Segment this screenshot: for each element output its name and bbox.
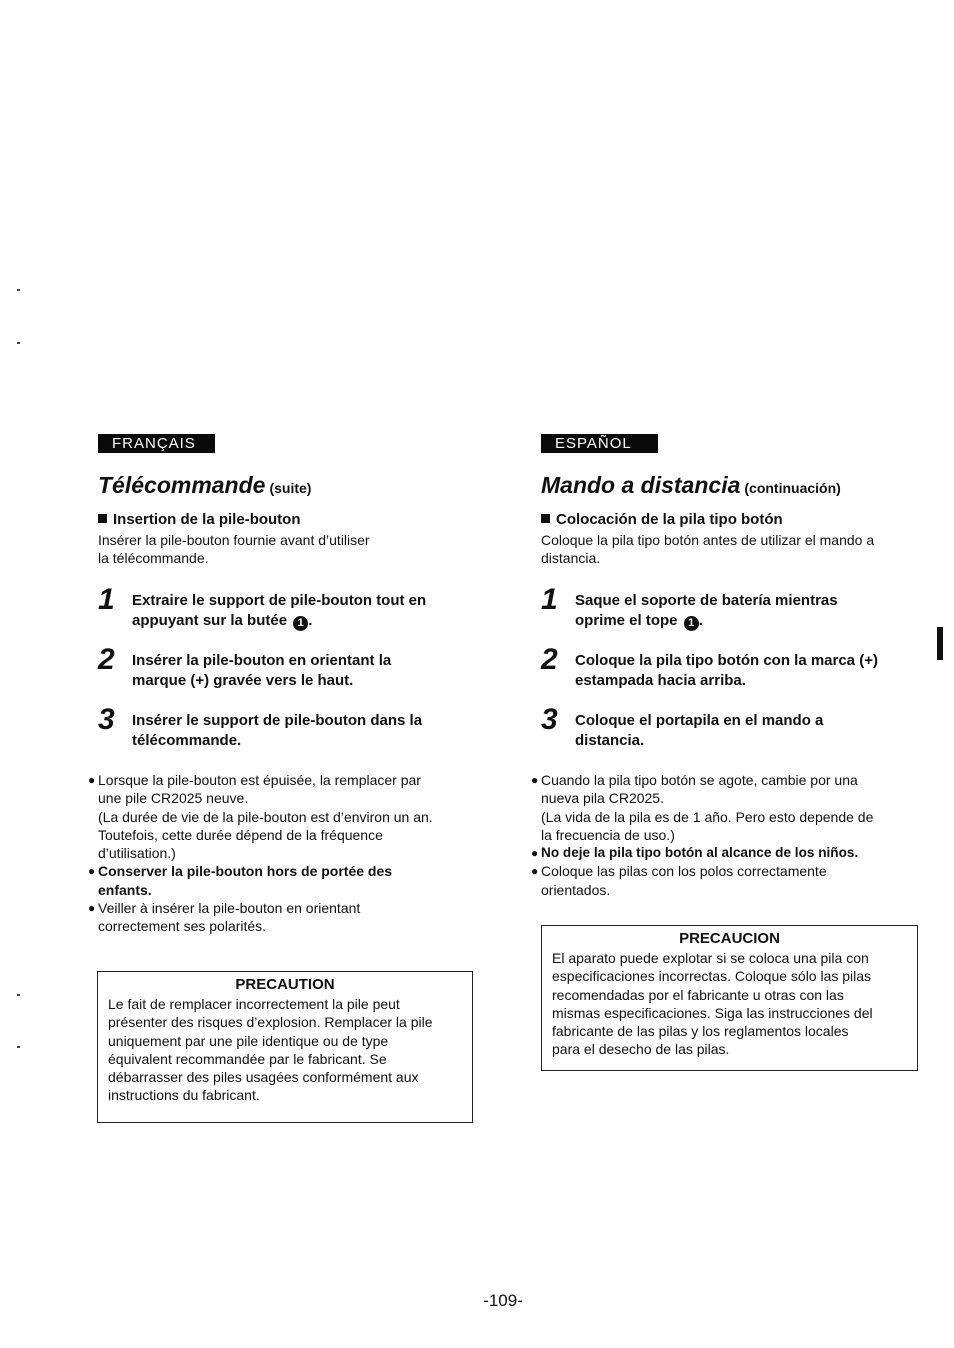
intro-line: la télécommande. bbox=[98, 550, 209, 566]
intro-text bbox=[98, 531, 478, 567]
step-3 bbox=[98, 703, 478, 751]
caution-line: para el desecho de las pilas. bbox=[552, 1041, 730, 1058]
circled-number-icon: 1 bbox=[293, 616, 308, 631]
note-line: Lorsque la pile-bouton est épuisée, la remplacer par bbox=[98, 772, 421, 788]
step-line: Insérer le support de pile-bouton dans la bbox=[132, 712, 423, 729]
title-text: Mando a distancia bbox=[541, 472, 741, 498]
step-line: distancia. bbox=[575, 732, 645, 749]
section-title bbox=[98, 471, 478, 501]
step-line: appuyant sur la butée 1 . bbox=[132, 612, 313, 629]
note-line: enfants. bbox=[98, 881, 152, 898]
step-line-text: appuyant sur la butée bbox=[132, 612, 288, 629]
note-line: Cuando la pila tipo botón se agote, cambie por una bbox=[541, 772, 858, 788]
caution-line: Le fait de remplacer incorrectement la pile peut bbox=[108, 996, 400, 1012]
caution-line: El aparato puede explotar si se coloca una pila con bbox=[552, 950, 869, 966]
subsection-heading-text: Insertion de la pile-bouton bbox=[113, 511, 301, 528]
caution-line: débarrasser des piles usagées conformément aux bbox=[108, 1069, 419, 1086]
title-suffix: (suite) bbox=[269, 480, 312, 496]
caution-line: équivalent recommandée par le fabricant. Se bbox=[108, 1050, 387, 1067]
notes-list bbox=[531, 771, 921, 899]
step-line-text: oprime el tope bbox=[575, 612, 678, 629]
scan-speck bbox=[17, 289, 20, 291]
step-number: 1 bbox=[98, 583, 115, 616]
bullet-icon: ● bbox=[531, 864, 539, 879]
title-suffix: (continuación) bbox=[744, 480, 841, 496]
step-number: 2 bbox=[98, 643, 115, 676]
language-badge: FRANÇAIS bbox=[98, 434, 215, 453]
column-spanish bbox=[531, 434, 921, 899]
step-line: Extraire le support de pile-bouton tout en bbox=[132, 592, 427, 609]
section-thumb-tab bbox=[937, 627, 943, 660]
step-line: Insérer la pile-bouton en orientant la bbox=[132, 652, 392, 669]
note-line: Toutefois, cette durée dépend de la fréquence bbox=[98, 826, 383, 843]
scan-speck bbox=[17, 994, 20, 996]
caution-line: présenter des risques d’explosion. Remplacer la pile bbox=[108, 1014, 433, 1031]
caution-line: especificaciones incorrectas. Coloque sólo las pilas bbox=[552, 968, 872, 985]
intro-line: distancia. bbox=[541, 550, 601, 566]
bullet-icon: ● bbox=[88, 773, 96, 787]
scan-speck bbox=[17, 342, 20, 344]
step-line: estampada hacia arriba. bbox=[575, 672, 746, 689]
subsection-heading-text: Colocación de la pila tipo botón bbox=[556, 511, 783, 528]
step-number: 3 bbox=[98, 703, 115, 736]
caution-line: mismas especificaciones. Siga las instrucciones del bbox=[552, 1004, 873, 1021]
bullet-icon: ● bbox=[88, 901, 96, 916]
step-line: télécommande. bbox=[132, 732, 242, 749]
list-item bbox=[531, 844, 921, 862]
note-line: correctement ses polarités. bbox=[98, 918, 267, 935]
subsection-heading bbox=[98, 511, 478, 529]
intro-line: Insérer la pile-bouton fournie avant d’utiliser bbox=[98, 532, 370, 548]
note-line: (La durée de vie de la pile-bouton est d’environ un an. bbox=[98, 808, 433, 825]
caution-box-spanish bbox=[541, 925, 918, 1071]
step-line: Saque el soporte de batería mientras bbox=[575, 592, 838, 609]
note-line: No deje la pila tipo botón al alcance de los niños. bbox=[541, 845, 859, 861]
step-1 bbox=[98, 583, 478, 631]
step-2 bbox=[98, 643, 478, 691]
step-line: Coloque la pila tipo botón con la marca (+) bbox=[575, 652, 878, 669]
list-item bbox=[88, 899, 478, 936]
caution-line: uniquement par une pile identique ou de type bbox=[108, 1032, 389, 1049]
caution-line: fabricante de las pilas y los reglamentos locales bbox=[552, 1023, 849, 1040]
caution-line: recomendadas por el fabricante u otras con las bbox=[552, 986, 844, 1003]
list-item bbox=[88, 771, 478, 862]
note-line: Veiller à insérer la pile-bouton en orientant bbox=[98, 900, 361, 917]
step-number: 1 bbox=[541, 583, 558, 616]
title-text: Télécommande bbox=[98, 472, 266, 498]
language-badge: ESPAÑOL bbox=[541, 434, 658, 453]
note-line: d’utilisation.) bbox=[98, 845, 176, 862]
step-line: marque (+) gravée vers le haut. bbox=[132, 672, 354, 689]
square-bullet-icon bbox=[541, 514, 550, 523]
step-number: 3 bbox=[541, 703, 558, 736]
subsection-heading bbox=[541, 511, 921, 529]
note-line: orientados. bbox=[541, 881, 611, 898]
note-line: Conserver la pile-bouton hors de portée des bbox=[98, 863, 393, 880]
list-item bbox=[88, 862, 478, 899]
bullet-icon: ● bbox=[531, 846, 539, 861]
step-2 bbox=[541, 643, 921, 691]
step-line: Coloque el portapila en el mando a bbox=[575, 712, 824, 729]
note-line: (La vida de la pila es de 1 año. Pero esto depende de bbox=[541, 808, 874, 825]
bullet-icon: ● bbox=[88, 864, 96, 879]
caution-box-french bbox=[97, 971, 473, 1123]
section-title bbox=[541, 471, 921, 501]
notes-list bbox=[88, 771, 478, 936]
page-number: -109- bbox=[483, 1291, 523, 1310]
note-line: la frecuencia de uso.) bbox=[541, 826, 675, 843]
column-french bbox=[88, 434, 478, 936]
list-item bbox=[531, 862, 921, 899]
step-1 bbox=[541, 583, 921, 631]
list-item bbox=[531, 771, 921, 844]
intro-text bbox=[541, 531, 921, 567]
scan-speck bbox=[17, 1046, 20, 1048]
intro-line: Coloque la pila tipo botón antes de utilizar el mando a bbox=[541, 532, 875, 548]
circled-number-icon: 1 bbox=[684, 616, 699, 631]
caution-heading: PRECAUCION bbox=[679, 930, 780, 947]
note-line: Coloque las pilas con los polos correctamente bbox=[541, 863, 827, 880]
square-bullet-icon bbox=[98, 514, 107, 523]
step-line: oprime el tope 1 . bbox=[575, 612, 703, 629]
caution-heading: PRECAUTION bbox=[235, 976, 335, 993]
bullet-icon: ● bbox=[531, 773, 539, 787]
step-3 bbox=[541, 703, 921, 751]
step-number: 2 bbox=[541, 643, 558, 676]
caution-line: instructions du fabricant. bbox=[108, 1087, 260, 1104]
note-line: une pile CR2025 neuve. bbox=[98, 790, 249, 807]
note-line: nueva pila CR2025. bbox=[541, 790, 664, 807]
